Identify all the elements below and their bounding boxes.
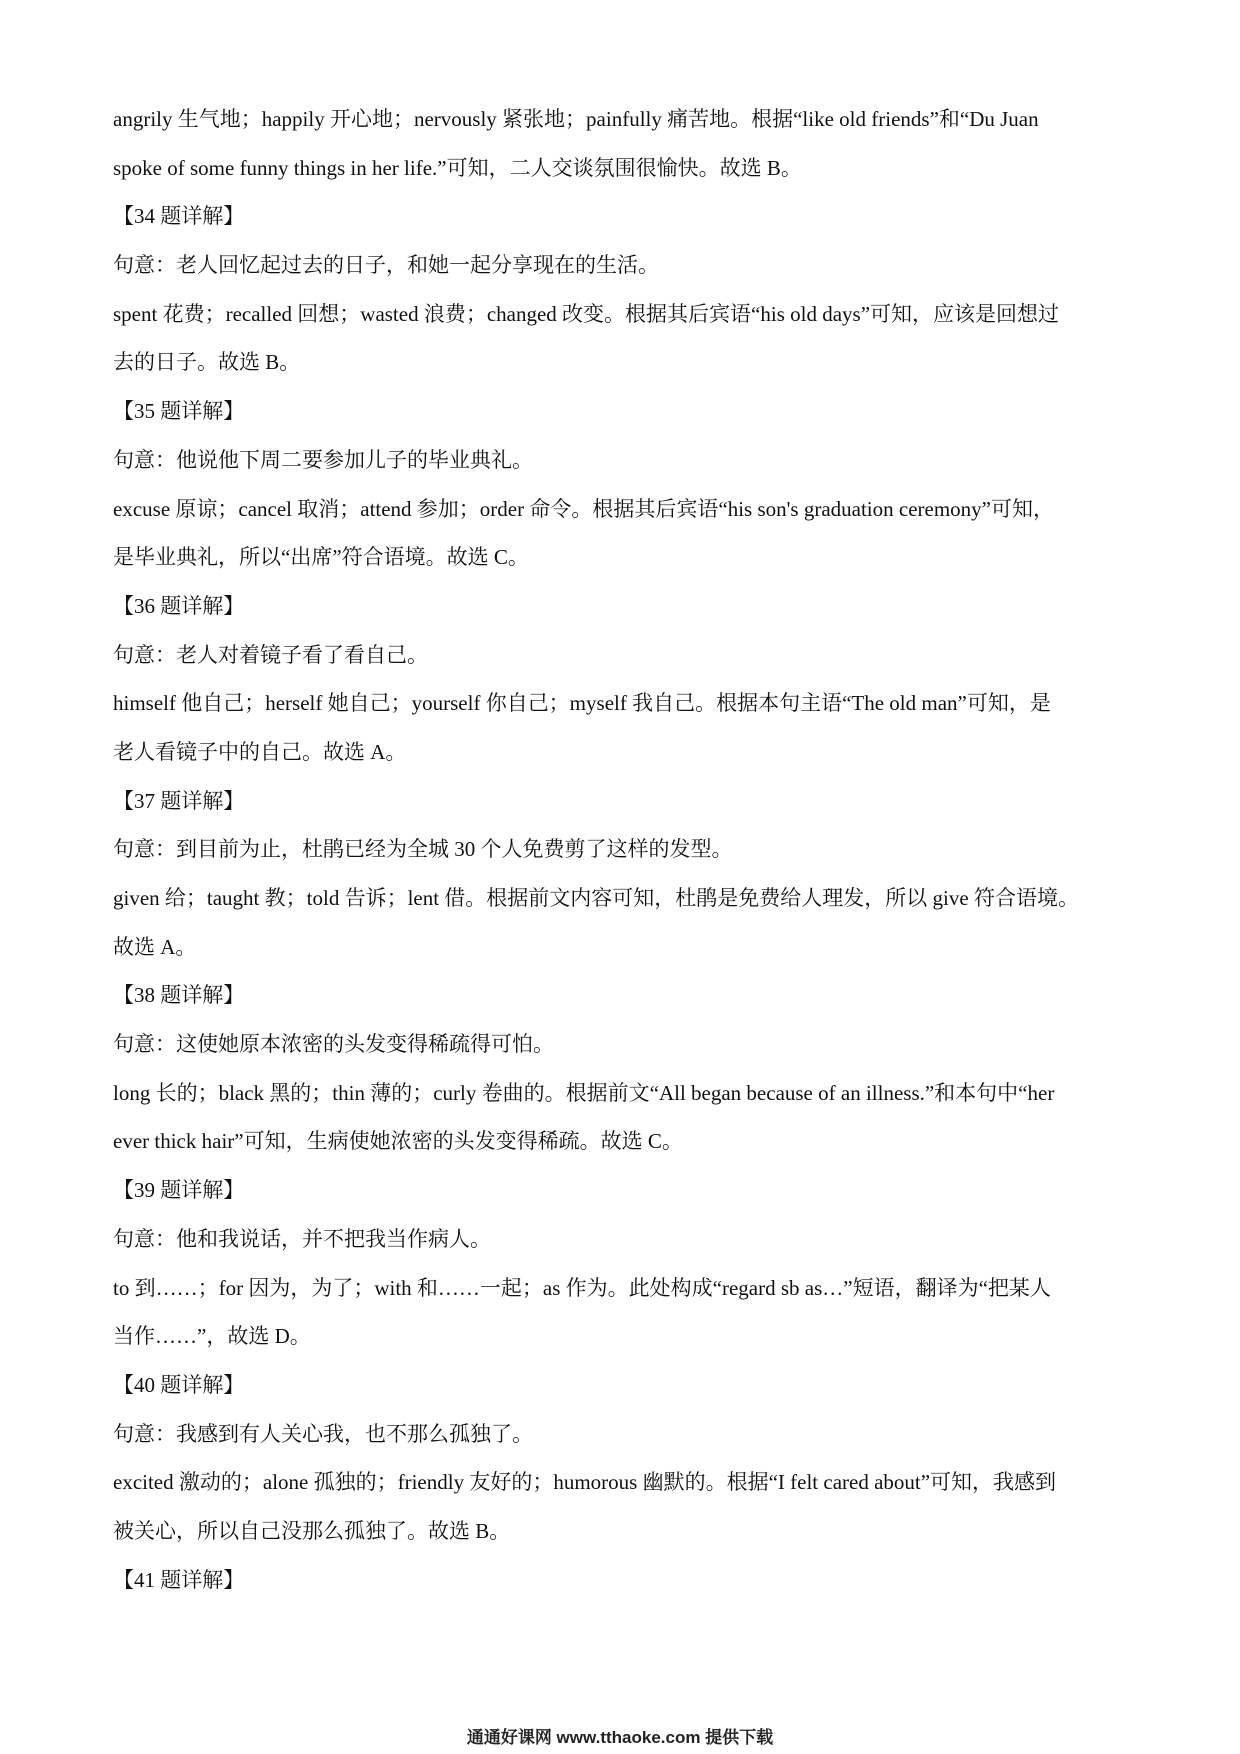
sentence-meaning-39: 句意：他和我说话，并不把我当作病人。 [113,1226,491,1251]
document-body [113,95,1133,1604]
analysis-line-35: excuse 原谅；cancel 取消；attend 参加；order 命令。根据其后宾语“his son's graduation ceremony”可知， [113,496,1054,521]
analysis-line-34: spent 花费；recalled 回想；wasted 浪费；changed 改变。根据其后宾语“his old days”可知，应该是回想过 [113,301,1060,326]
analysis-line-40: excited 激动的；alone 孤独的；friendly 友好的；humorous 幽默的。根据“I felt cared about”可知，我感到 [113,1470,1057,1495]
analysis-line-39: 当作……”，故选 D。 [113,1324,311,1349]
sentence-meaning-40: 句意：我感到有人关心我，也不那么孤独了。 [113,1421,533,1446]
page-footer: 通通好课网 www.tthaoke.com 提供下载 [466,1728,774,1747]
sentence-meaning-38: 句意：这使她原本浓密的头发变得稀疏得可怕。 [113,1032,554,1057]
analysis-line-37: 故选 A。 [113,934,197,959]
explanation-line: angrily 生气地；happily 开心地；nervously 紧张地；painfully 痛苦地。根据“like old friends”和“Du Juan [113,107,1039,131]
section-heading-37: 【37 题详解】 [113,788,245,813]
analysis-line-36: himself 他自己；herself 她自己；yourself 你自己；myself 我自己。根据本句主语“The old man”可知，是 [113,691,1051,716]
analysis-line-39: to 到……；for 因为，为了；with 和……一起；as 作为。此处构成“regard sb as…”短语，翻译为“把某人 [113,1275,1051,1300]
sentence-meaning-35: 句意：他说他下周二要参加儿子的毕业典礼。 [113,447,533,472]
analysis-line-38: ever thick hair”可知，生病使她浓密的头发变得稀疏。故选 C。 [113,1129,683,1154]
sentence-meaning-37: 句意：到目前为止，杜鹃已经为全城 30 个人免费剪了这样的发型。 [113,837,733,862]
analysis-line-38: long 长的；black 黑的；thin 薄的；curly 卷曲的。根据前文“All began because of an illness.”和本句中“her [113,1080,1055,1105]
section-heading-35: 【35 题详解】 [113,399,245,424]
section-heading-39: 【39 题详解】 [113,1178,245,1203]
analysis-line-40: 被关心，所以自己没那么孤独了。故选 B。 [113,1518,511,1543]
analysis-line-35: 是毕业典礼，所以“出席”符合语境。故选 C。 [113,545,529,570]
analysis-line-34: 去的日子。故选 B。 [113,350,301,375]
section-heading-41: 【41 题详解】 [113,1567,245,1592]
analysis-line-37: given 给；taught 教；told 告诉；lent 借。根据前文内容可知，杜鹃是免费给人理发，所以 give 符合语境。 [113,886,1079,910]
explanation-line: spoke of some funny things in her life.”可知，二人交谈氛围很愉快。故选 B。 [113,155,802,180]
sentence-meaning-34: 句意：老人回忆起过去的日子，和她一起分享现在的生活。 [113,253,659,278]
analysis-line-36: 老人看镜子中的自己。故选 A。 [113,739,407,764]
sentence-meaning-36: 句意：老人对着镜子看了看自己。 [113,642,428,667]
section-heading-36: 【36 题详解】 [113,593,245,618]
section-heading-38: 【38 题详解】 [113,983,245,1008]
section-heading-34: 【34 题详解】 [113,204,245,229]
section-heading-40: 【40 题详解】 [113,1372,245,1397]
